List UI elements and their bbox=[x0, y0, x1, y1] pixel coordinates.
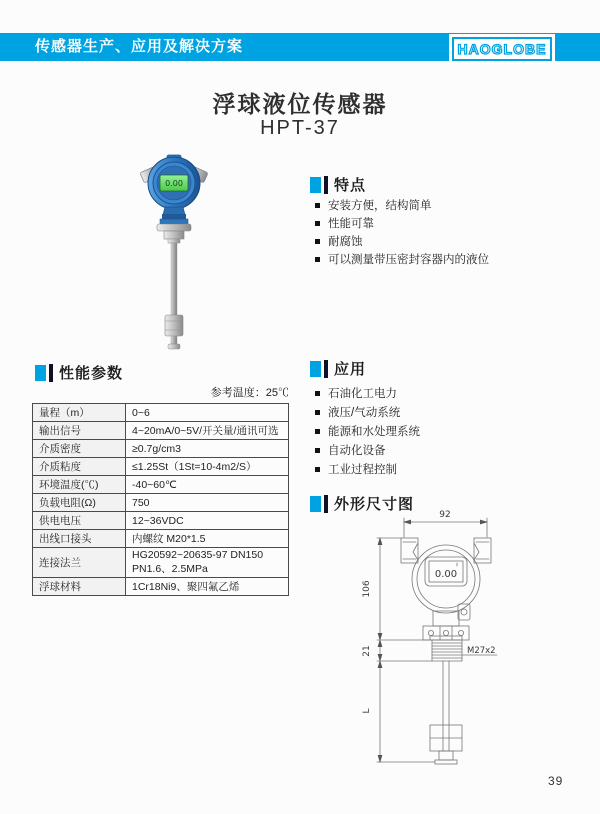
spec-value: ≥0.7g/cm3 bbox=[126, 440, 289, 458]
bullet-icon bbox=[315, 257, 320, 262]
bullet-icon bbox=[315, 221, 320, 226]
thread-spec-label: M27x2 bbox=[467, 646, 496, 656]
page-number: 39 bbox=[548, 774, 564, 788]
section-marker-icon bbox=[310, 177, 321, 193]
spec-value: 内螺纹 M20*1.5 bbox=[126, 530, 289, 548]
section-marker-bar-icon bbox=[324, 360, 328, 378]
list-item bbox=[315, 253, 489, 271]
spec-label: 负载电阻(Ω) bbox=[33, 494, 126, 512]
dim-stem-length-label: L bbox=[362, 708, 372, 714]
spec-value: ≤1.25St（1St=10-4m2/S） bbox=[126, 458, 289, 476]
spec-value: 4~20mA/0~5V/开关量/通讯可选 bbox=[126, 422, 289, 440]
features-heading-text: 特点 bbox=[334, 177, 367, 194]
list-item bbox=[315, 235, 489, 253]
performance-heading-text: 性能参数 bbox=[59, 365, 124, 382]
applications-list bbox=[315, 387, 420, 482]
applications-heading bbox=[310, 358, 366, 379]
bullet-icon bbox=[315, 239, 320, 244]
table-row bbox=[33, 422, 289, 440]
logo-box bbox=[449, 34, 555, 64]
list-item bbox=[315, 444, 420, 463]
section-marker-icon bbox=[310, 496, 321, 512]
dim-height-label: 106 bbox=[362, 580, 372, 598]
spec-label: 浮球材料 bbox=[33, 578, 126, 596]
feature-text: 安装方便，结构简单 bbox=[328, 200, 432, 212]
logo-frame bbox=[452, 37, 552, 61]
header-slogan: 传感器生产、应用及解决方案 bbox=[35, 38, 244, 55]
table-row bbox=[33, 404, 289, 422]
table-row bbox=[33, 440, 289, 458]
features-list bbox=[315, 199, 489, 271]
application-text: 能源和水处理系统 bbox=[328, 426, 420, 438]
dimension-drawing bbox=[355, 505, 595, 780]
feature-text: 可以测量带压密封容器内的液位 bbox=[328, 254, 489, 266]
brand-logo: HAOGLOBE bbox=[457, 41, 547, 57]
dim-thread-length-label: 21 bbox=[362, 645, 372, 657]
spec-table bbox=[32, 403, 289, 596]
spec-label: 连接法兰 bbox=[33, 548, 126, 578]
application-text: 自动化设备 bbox=[328, 445, 386, 457]
list-item bbox=[315, 199, 489, 217]
feature-text: 性能可靠 bbox=[328, 218, 374, 230]
list-item bbox=[315, 425, 420, 444]
table-row bbox=[33, 476, 289, 494]
bullet-icon bbox=[315, 410, 320, 415]
spec-label: 供电电压 bbox=[33, 512, 126, 530]
features-heading bbox=[310, 174, 366, 195]
list-item bbox=[315, 387, 420, 406]
application-text: 工业过程控制 bbox=[328, 464, 397, 476]
bullet-icon bbox=[315, 203, 320, 208]
spec-label: 介质密度 bbox=[33, 440, 126, 458]
photo-lcd-value: 0.00 bbox=[165, 179, 183, 188]
section-marker-bar-icon bbox=[324, 176, 328, 194]
spec-label: 出线口接头 bbox=[33, 530, 126, 548]
table-row bbox=[33, 530, 289, 548]
table-row bbox=[33, 512, 289, 530]
photo-float bbox=[165, 315, 183, 336]
drawing-lcd-value: 0.00 bbox=[434, 569, 458, 580]
performance-heading bbox=[35, 362, 123, 383]
product-image bbox=[110, 148, 270, 363]
section-marker-icon bbox=[310, 361, 321, 377]
page-title: 浮球液位传感器 bbox=[212, 91, 388, 117]
spec-value: 0~6 bbox=[126, 404, 289, 422]
table-row bbox=[33, 458, 289, 476]
table-row bbox=[33, 494, 289, 512]
application-text: 液压/气动系统 bbox=[328, 407, 401, 419]
table-row bbox=[33, 548, 289, 578]
list-item bbox=[315, 217, 489, 235]
table-row bbox=[33, 578, 289, 596]
applications-heading-text: 应用 bbox=[334, 361, 367, 378]
spec-label: 环境温度(℃) bbox=[33, 476, 126, 494]
feature-text: 耐腐蚀 bbox=[328, 236, 363, 248]
bullet-icon bbox=[315, 391, 320, 396]
spec-label: 输出信号 bbox=[33, 422, 126, 440]
reference-temperature-note: 参考温度：25℃ bbox=[210, 387, 289, 399]
photo-stem bbox=[171, 243, 177, 317]
application-text: 石油化工电力 bbox=[328, 388, 397, 400]
spec-label: 介质粘度 bbox=[33, 458, 126, 476]
list-item bbox=[315, 406, 420, 425]
bullet-icon bbox=[315, 448, 320, 453]
bullet-icon bbox=[315, 429, 320, 434]
spec-value: 750 bbox=[126, 494, 289, 512]
section-marker-bar-icon bbox=[324, 495, 328, 513]
dim-width-label: 92 bbox=[439, 510, 451, 520]
dimensions-heading-text: 外形尺寸图 bbox=[334, 496, 415, 513]
section-marker-bar-icon bbox=[49, 364, 53, 382]
list-item bbox=[315, 463, 420, 482]
spec-value: -40~60℃ bbox=[126, 476, 289, 494]
spec-value: HG20592~20635-97 DN150 PN1.6、2.5MPa bbox=[126, 548, 289, 578]
spec-value: 12~36VDC bbox=[126, 512, 289, 530]
product-model: HPT-37 bbox=[260, 117, 340, 139]
spec-label: 量程（m） bbox=[33, 404, 126, 422]
bullet-icon bbox=[315, 467, 320, 472]
spec-value: 1Cr18Ni9、聚四氟乙烯 bbox=[126, 578, 289, 596]
section-marker-icon bbox=[35, 365, 46, 381]
